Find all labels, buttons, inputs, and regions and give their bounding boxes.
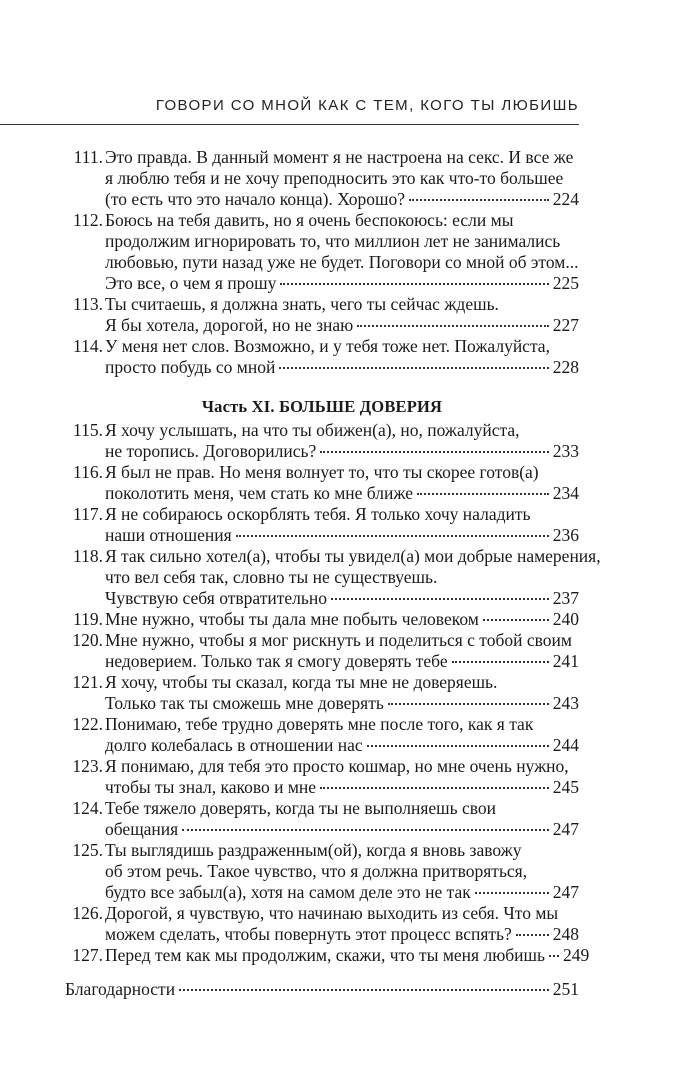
- entry-text-line: любовью, пути назад уже не будет. Поговори со мной об этом...: [105, 252, 579, 272]
- entry-number: 118.: [73, 546, 103, 566]
- entry-text-line: можем сделать, чтобы повернуть этот процесс вспять?: [105, 924, 512, 944]
- entry-text-line: Я бы хотела, дорогой, но не знаю: [105, 315, 354, 335]
- toc-entry[interactable]: [65, 336, 579, 378]
- entry-number: 123.: [72, 756, 103, 776]
- entry-final-line: [105, 357, 579, 378]
- entry-final-line: [105, 882, 579, 903]
- toc-group-2: [65, 420, 601, 966]
- entry-text-line: что вел себя так, словно ты не существуешь.: [105, 567, 438, 587]
- entry-number: 114.: [73, 336, 103, 356]
- dot-leader: [475, 891, 549, 894]
- toc-entry[interactable]: [65, 609, 579, 630]
- entry-page-number: 225: [552, 273, 579, 293]
- toc-entry[interactable]: [65, 756, 579, 798]
- entry-text-line: Я не собираюсь оскорблять тебя. Я только хочу наладить: [105, 504, 531, 524]
- toc-entry[interactable]: [65, 840, 579, 903]
- afterword-page-number: 251: [552, 979, 579, 999]
- dot-leader: [409, 198, 549, 201]
- entry-page-number: 241: [552, 651, 579, 671]
- entry-text-line: не торопись. Договорились?: [105, 441, 317, 461]
- entry-final-line: [105, 441, 579, 462]
- entry-number: 121.: [72, 672, 103, 692]
- entry-text-line: Боюсь на тебя давить, но я очень беспокоюсь: если мы: [105, 210, 514, 230]
- entry-page-number: 237: [552, 588, 579, 608]
- dot-leader: [236, 534, 549, 537]
- entry-page-number: 245: [552, 777, 579, 797]
- toc-entry[interactable]: [65, 798, 579, 840]
- entry-page-number: 233: [552, 441, 579, 461]
- toc-entry[interactable]: [65, 546, 601, 609]
- entry-number: 113.: [73, 294, 103, 314]
- toc-entry[interactable]: [65, 210, 579, 294]
- entry-number: 124.: [72, 798, 103, 818]
- entry-text-line: Я хочу, чтобы ты сказал, когда ты мне не доверяешь.: [105, 672, 498, 692]
- entry-final-line: [105, 315, 579, 336]
- dot-leader: [388, 702, 549, 705]
- entry-page-number: 228: [552, 357, 579, 377]
- dot-leader: [280, 282, 548, 285]
- entry-final-line: [105, 189, 579, 210]
- entry-text-line: Это все, о чем я прошу: [105, 273, 277, 293]
- entry-text-line: будто все забыл(а), хотя на самом деле это не так: [105, 882, 471, 902]
- dot-leader: [320, 450, 549, 453]
- entry-text-line: об этом речь. Такое чувство, что я должна притворяться,: [105, 861, 528, 881]
- dot-leader: [417, 492, 549, 495]
- dot-leader: [179, 988, 549, 991]
- entry-page-number: 234: [552, 483, 579, 503]
- dot-leader: [357, 324, 549, 327]
- entry-final-line: [105, 819, 579, 840]
- entry-page-number: 236: [552, 525, 579, 545]
- entry-text-line: (то есть что это начало конца). Хорошо?: [105, 189, 405, 209]
- entry-text-line: долго колебалась в отношении нас: [105, 735, 363, 755]
- dot-leader: [549, 954, 559, 957]
- entry-text-line: Ты считаешь, я должна знать, чего ты сейчас ждешь.: [105, 294, 499, 314]
- entry-final-line: [105, 924, 579, 945]
- entry-final-line: [105, 945, 590, 966]
- toc-entry[interactable]: [65, 147, 579, 210]
- entry-number: 112.: [73, 210, 103, 230]
- dot-leader: [452, 660, 549, 663]
- entry-number: 120.: [72, 630, 103, 650]
- entry-text-line: Только так ты сможешь мне доверять: [105, 693, 384, 713]
- entry-number: 117.: [73, 504, 103, 524]
- toc-entry[interactable]: [65, 672, 579, 714]
- entry-final-line: [105, 735, 579, 756]
- entry-page-number: 244: [552, 735, 579, 755]
- entry-number: 111.: [73, 147, 103, 167]
- entry-number: 127.: [72, 945, 103, 965]
- toc-entry[interactable]: [65, 714, 579, 756]
- dot-leader: [483, 618, 549, 621]
- entry-text-line: Понимаю, тебе трудно доверять мне после того, как я так: [105, 714, 534, 734]
- entry-final-line: [105, 609, 579, 630]
- entry-page-number: 240: [552, 609, 579, 629]
- toc-afterword[interactable]: [65, 979, 579, 1000]
- entry-page-number: 249: [563, 945, 590, 965]
- entry-text-line: Чувствую себя отвратительно: [105, 588, 327, 608]
- header-rule: [0, 124, 579, 125]
- entry-number: 122.: [72, 714, 103, 734]
- entry-number: 115.: [73, 420, 103, 440]
- entry-text-line: недоверием. Только так я смогу доверять тебе: [105, 651, 448, 671]
- toc-content: [65, 147, 601, 1000]
- entry-text-line: Мне нужно, чтобы я мог рискнуть и поделиться с тобой своим: [105, 630, 572, 650]
- entry-page-number: 247: [552, 882, 579, 902]
- afterword-label: Благодарности: [65, 979, 176, 999]
- toc-entry[interactable]: [65, 294, 579, 336]
- entry-text-line: наши отношения: [105, 525, 232, 545]
- entry-text-line: Я так сильно хотел(а), чтобы ты увидел(а) мои добрые намерения,: [105, 546, 601, 566]
- toc-entry[interactable]: [65, 630, 579, 672]
- entry-text-line: Мне нужно, чтобы ты дала мне побыть человеком: [105, 609, 479, 629]
- entry-final-line: [105, 525, 579, 546]
- entry-text-line: Я хочу услышать, на что ты обижен(а), но, пожалуйста,: [105, 420, 520, 440]
- entry-text-line: Тебе тяжело доверять, когда ты не выполняешь свои: [105, 798, 496, 818]
- entry-final-line: [105, 588, 579, 609]
- entry-final-line: [105, 777, 579, 798]
- dot-leader: [182, 828, 549, 831]
- entry-page-number: 247: [552, 819, 579, 839]
- dot-leader: [320, 786, 549, 789]
- dot-leader: [367, 744, 549, 747]
- toc-entry[interactable]: [65, 504, 579, 546]
- entry-page-number: 224: [552, 189, 579, 209]
- toc-entry[interactable]: [65, 420, 579, 462]
- entry-final-line: [105, 651, 579, 672]
- entry-page-number: 248: [552, 924, 579, 944]
- entry-number: 119.: [73, 609, 103, 629]
- toc-entry[interactable]: [65, 462, 579, 504]
- toc-group-1: [65, 147, 579, 378]
- entry-text-line: Я был не прав. Но меня волнует то, что ты скорее готов(а): [105, 462, 539, 482]
- toc-entry[interactable]: [65, 945, 590, 966]
- entry-number: 126.: [72, 903, 103, 923]
- entry-text-line: Я понимаю, для тебя это просто кошмар, но мне очень нужно,: [105, 756, 569, 776]
- entry-final-line: [105, 483, 579, 504]
- entry-page-number: 227: [552, 315, 579, 335]
- entry-text-line: обещания: [105, 819, 179, 839]
- toc-entry[interactable]: [65, 903, 579, 945]
- entry-text-line: Перед тем как мы продолжим, скажи, что ты меня любишь: [105, 945, 545, 965]
- entry-text-line: я люблю тебя и не хочу преподносить это как что-то большее: [105, 168, 564, 188]
- entry-final-line: [105, 273, 579, 294]
- entry-text-line: У меня нет слов. Возможно, и у тебя тоже нет. Пожалуйста,: [105, 336, 550, 356]
- dot-leader: [279, 366, 548, 369]
- entry-text-line: продолжим игнорировать то, что миллион лет не занимались: [105, 231, 561, 251]
- entry-text-line: чтобы ты знал, каково и мне: [105, 777, 317, 797]
- entry-number: 116.: [73, 462, 103, 482]
- dot-leader: [331, 597, 549, 600]
- running-header: ГОВОРИ СО МНОЙ КАК С ТЕМ, КОГО ТЫ ЛЮБИШЬ: [155, 97, 579, 114]
- section-title: Часть XI. БОЛЬШЕ ДОВЕРИЯ: [201, 397, 443, 416]
- entry-text-line: просто побудь со мной: [105, 357, 276, 377]
- dot-leader: [516, 933, 549, 936]
- entry-final-line: [105, 693, 579, 714]
- entry-text-line: Ты выглядишь раздраженным(ой), когда я вновь завожу: [105, 840, 522, 860]
- entry-number: 125.: [72, 840, 103, 860]
- entry-text-line: Дорогой, я чувствую, что начинаю выходить из себя. Что мы: [105, 903, 559, 923]
- entry-page-number: 243: [552, 693, 579, 713]
- entry-text-line: Это правда. В данный момент я не настроена на секс. И все же: [105, 147, 574, 167]
- entry-text-line: поколотить меня, чем стать ко мне ближе: [105, 483, 414, 503]
